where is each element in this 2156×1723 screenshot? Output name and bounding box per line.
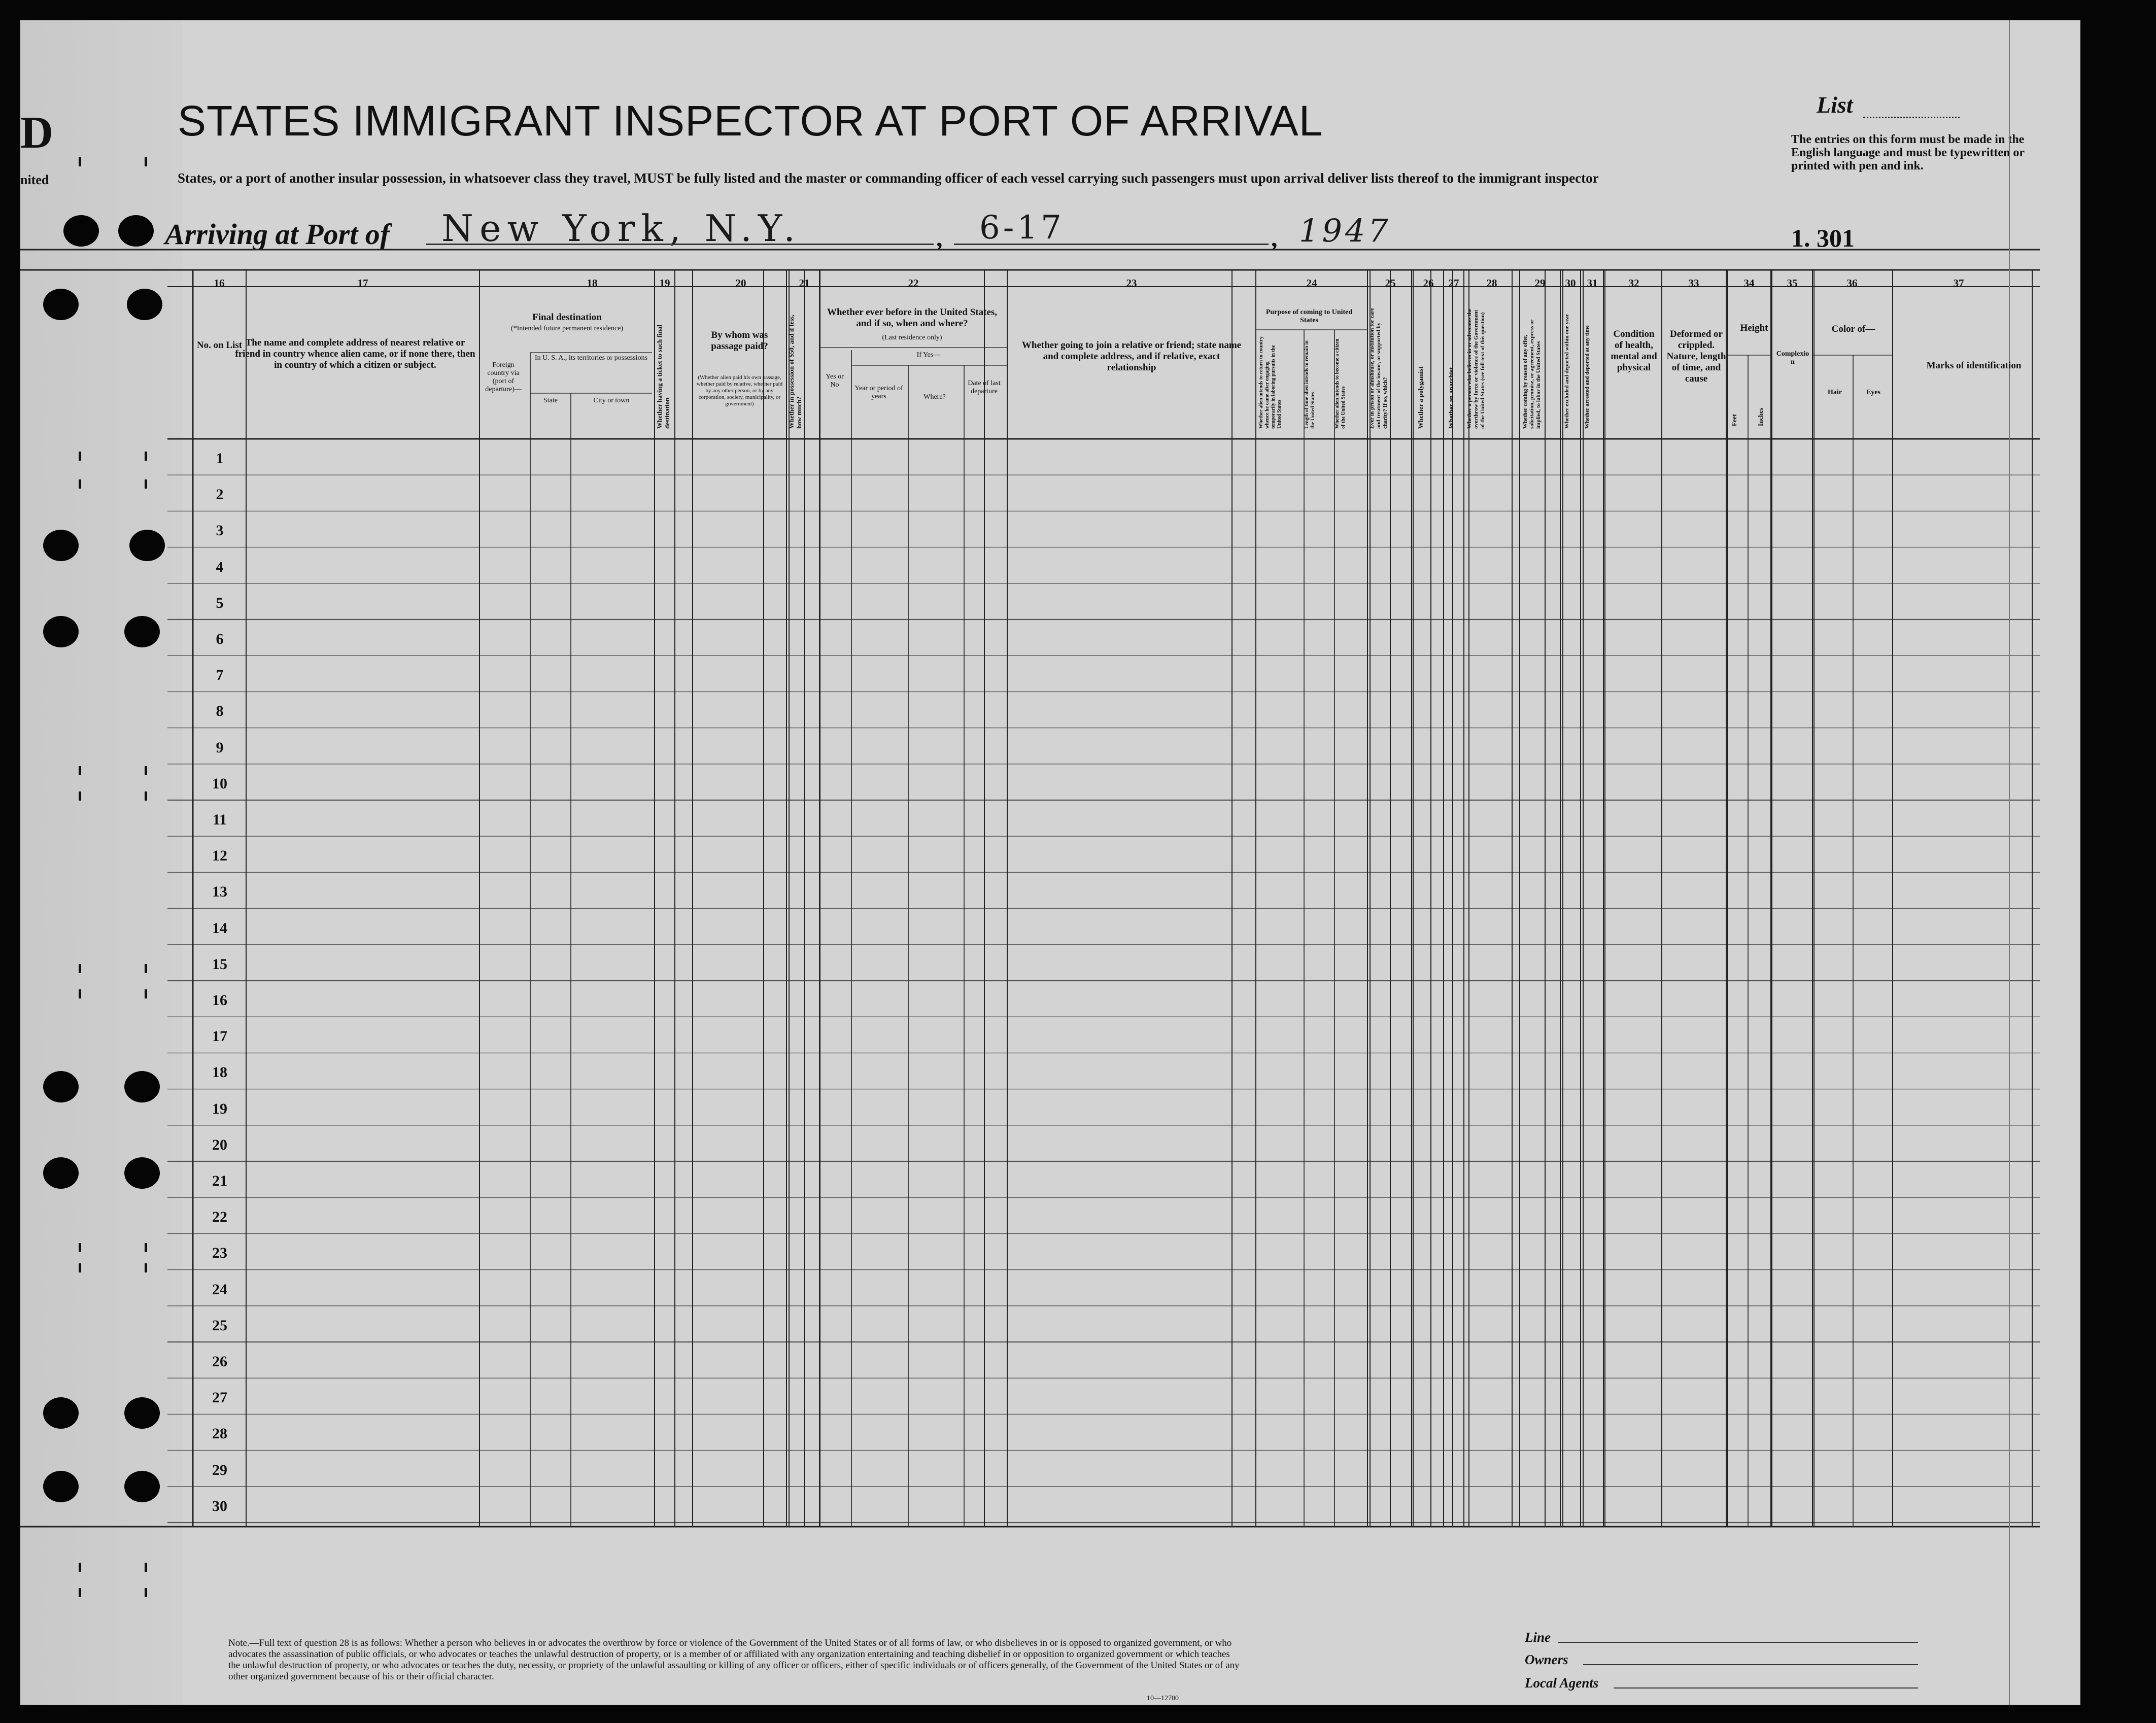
row-number: 9	[216, 739, 224, 756]
row-number: 3	[216, 522, 224, 539]
row-number: 16	[212, 992, 227, 1009]
col19-header: Whether having a ticket to such final destination	[656, 325, 671, 429]
col20-title: By whom was passage paid?	[711, 330, 768, 352]
column-number: 31	[1587, 277, 1598, 289]
punch-hole	[124, 616, 160, 647]
col34-inches: Inches	[1757, 407, 1764, 426]
row-number: 24	[212, 1281, 227, 1298]
column-number: 35	[1787, 277, 1798, 289]
punch-mark	[79, 479, 81, 489]
form-number: 10—12700	[1147, 1695, 1179, 1702]
punch-mark	[79, 1263, 81, 1272]
row-number: 12	[212, 847, 227, 865]
column-number: 23	[1126, 277, 1137, 289]
col18-usa: In U. S. A., its territories or possessions	[534, 354, 648, 362]
col23-header: Whether going to join a relative or friend; state name and complete address, and if relative, exact relationship	[1021, 340, 1242, 373]
col24-return: Whether alien intends to return to country whence he came after engaging temporarily in laboring pursuits in the United States	[1258, 336, 1282, 429]
row-number: 14	[212, 919, 227, 937]
col22-subtitle: (Last residence only)	[882, 334, 942, 341]
punch-hole	[43, 1157, 79, 1189]
col25-header: Ever in prison or almshouse, or institution for care and treatment of the insane, or supported by charity? If so, which?	[1369, 308, 1388, 429]
column-number: 25	[1385, 277, 1396, 289]
col21-header: Whether in possession of $50, and if less, how much?	[788, 315, 803, 429]
col24-citizen: Whether alien intends to become a citizen of the United States	[1334, 338, 1346, 429]
column-number: 19	[659, 277, 670, 289]
col28-header: Whether a person who believes in or advocates the overthrow by force or violence of the Government of the United States (see full text of this question)	[1466, 308, 1486, 429]
col36-eyes: Eyes	[1866, 389, 1880, 396]
col29-header: Whether coming by reason of any offer, solicitation, promise, or agreement, express or implied, to labor in the United States	[1522, 319, 1542, 429]
col27-header: Whether an anarchist	[1447, 367, 1455, 429]
col22-date: Date of last departure	[968, 380, 1001, 395]
punch-mark	[145, 1588, 147, 1597]
punch-hole	[124, 1471, 160, 1502]
row-number: 26	[212, 1353, 227, 1370]
column-number: 16	[214, 277, 225, 289]
punch-hole	[63, 215, 99, 247]
punch-mark	[145, 157, 147, 166]
column-number: 17	[357, 277, 368, 289]
column-number: 29	[1534, 277, 1546, 289]
punch-hole	[124, 1157, 160, 1189]
page-number: 1. 301	[1791, 224, 1855, 252]
list-label: List	[1817, 92, 1853, 118]
row-number: 25	[212, 1317, 227, 1334]
line-label: Line	[1525, 1630, 1551, 1645]
column-number: 22	[908, 277, 919, 289]
col18-city: City or town	[593, 397, 630, 404]
col22-where: Where?	[923, 393, 946, 401]
column-number: 28	[1486, 277, 1497, 289]
punch-mark	[79, 766, 81, 775]
column-number: 36	[1846, 277, 1858, 289]
page-title: STATES IMMIGRANT INSPECTOR AT PORT OF ARRIVAL	[178, 97, 1323, 145]
column-number: 30	[1565, 277, 1576, 289]
punch-hole	[124, 1071, 160, 1102]
col37-header: Marks of identification	[1926, 360, 2022, 371]
row-number: 23	[212, 1245, 227, 1262]
col34-title: Height	[1740, 323, 1768, 333]
punch-mark	[145, 452, 147, 461]
row-number: 1	[216, 450, 224, 467]
column-number: 20	[735, 277, 746, 289]
row-number: 18	[212, 1064, 227, 1081]
col22-year: Year or period of years	[854, 385, 903, 400]
col31-header: Whether arrested and deported at any time	[1584, 325, 1590, 429]
col18-state: State	[543, 397, 558, 404]
row-number: 28	[212, 1425, 227, 1442]
col33-header: Deformed or crippled. Nature, length of time, and cause	[1666, 329, 1726, 384]
punch-mark	[145, 791, 147, 801]
year-value: 1947	[1299, 212, 1391, 249]
row-number: 15	[212, 955, 227, 973]
col22-title: Whether ever before in the United States, and if so, when and where?	[827, 307, 998, 329]
punch-mark	[79, 964, 81, 973]
punch-mark	[145, 479, 147, 489]
row-number: 21	[212, 1173, 227, 1189]
punch-mark	[145, 766, 147, 775]
column-number: 27	[1448, 277, 1459, 289]
row-number: 8	[216, 703, 224, 720]
row-number: 6	[216, 631, 224, 647]
form-instructions: The entries on this form must be made in the English language and must be typewritten or printed with pen and ink.	[1791, 133, 2025, 173]
punch-hole	[124, 1397, 160, 1429]
left-margin-fragment: D	[20, 108, 53, 158]
row-number: 22	[212, 1209, 227, 1226]
row-number: 13	[212, 883, 227, 901]
col26-header: Whether a polygamist	[1417, 366, 1424, 429]
row-number: 27	[212, 1389, 227, 1406]
punch-mark	[79, 1588, 81, 1597]
punch-hole	[43, 616, 79, 647]
column-number: 34	[1743, 277, 1755, 289]
punch-mark	[79, 452, 81, 461]
col18-title: Final destination	[532, 312, 602, 323]
punch-hole	[43, 530, 79, 561]
punch-mark	[145, 1243, 147, 1252]
page-subtitle: States, or a port of another insular possession, in whatsoever class they travel, MUST be fully listed and the master or commanding officer of each vessel carrying such passengers must upon arrival deliver lists thereof to the immigrant inspector	[178, 170, 1599, 186]
col35-header: Complexion	[1776, 350, 1809, 366]
col32-header: Condition of health, mental and physical	[1611, 329, 1657, 373]
col18-subtitle: (*Intended future permanent residence)	[510, 325, 624, 332]
column-number: 18	[587, 277, 598, 289]
row-number: 20	[212, 1136, 227, 1153]
punch-mark	[145, 1563, 147, 1572]
punch-hole	[129, 530, 165, 561]
port-value: New York, N.Y.	[441, 207, 801, 250]
column-number: 21	[799, 277, 810, 289]
punch-mark	[79, 791, 81, 801]
punch-hole	[43, 1471, 79, 1502]
column-number: 32	[1628, 277, 1639, 289]
punch-hole	[43, 1071, 79, 1102]
col16-header: No. on List	[196, 340, 243, 351]
column-number: 37	[1953, 277, 1964, 289]
col36-title: Color of—	[1831, 324, 1875, 334]
punch-mark	[145, 1263, 147, 1272]
punch-mark	[79, 1243, 81, 1252]
punch-hole	[118, 215, 154, 247]
col22-if-yes: If Yes—	[916, 351, 941, 359]
col18-foreign: Foreign country via (port of departure)—	[485, 361, 522, 393]
local-agents-label: Local Agents	[1525, 1675, 1599, 1691]
punch-hole	[43, 1397, 79, 1429]
row-number: 2	[216, 486, 224, 503]
col20-subtitle: (Whether alien paid his own passage, whether paid by relative, whether paid by any other person, or by any corporation, society, municipality, or government)	[696, 374, 783, 407]
table-grid	[20, 20, 2080, 1705]
owners-label: Owners	[1525, 1652, 1568, 1667]
row-number: 17	[212, 1028, 227, 1045]
column-number: 33	[1688, 277, 1699, 289]
arriving-label: Arriving at Port of	[165, 218, 390, 251]
punch-mark	[145, 989, 147, 998]
punch-hole	[43, 289, 79, 320]
row-number: 30	[212, 1497, 227, 1514]
punch-mark	[79, 989, 81, 998]
col22-yes-no: Yes or No	[826, 373, 844, 389]
row-number: 10	[212, 775, 227, 792]
row-number: 11	[212, 811, 227, 828]
col34-feet: Feet	[1730, 414, 1738, 426]
col24-title: Purpose of coming to United States	[1265, 308, 1353, 324]
col24-length: Length of time alien intends to remain in the United States	[1304, 340, 1316, 429]
row-number: 19	[212, 1100, 227, 1117]
manifest-sheet: D nited STATES IMMIGRANT INSPECTOR AT PORT OF ARRIVAL States, or a port of another insular possession, in whatsoever class they travel, MUST be fully listed and the master or commanding officer of each vessel carrying such passengers must upon arrival deliver lists thereof to the immigrant inspector The entries on this form must be made in the English language and must be typewritten or printed with pen and ink. List Arriving at Port of New York, N.Y. , 6-17 , 1947 1. 301 16 17 18 19 20 21 22 23 24 25 26 27 28 29 30 31 32 33 34 35 36 37 No. on List The name and complete address of nearest relative or friend in country whence alien came, or if none there, then in country of which a citizen or subject. Final destination (*Intended future permanent residence) Foreign country via (port of departure)— In U. S. A., its territories or possessions State City or town Whether having a ticket to such final destination By whom was passage paid? (Whether alien paid his own passage, whether paid by relative, whether paid by any other person, or by any corporation, society, municipality, or government) Whether in possession of $50, and if less, how much? Whether ever before in the United States, and if so, when and where? (Last residence only) If Yes— Yes or No Year or period of years Where? Date of last departure Whether going to join a relative or friend; state name and complete address, and if relative, exact relationship Purpose of coming to United States Whether alien intends to return to country whence he came after engaging temporarily in laboring pursuits in the United States Length of time alien intends to remain in the United States Whether alien intends to become a citizen of the United States Ever in prison or almshouse, or institution for care and treatment of the insane, or supported by charity? If so, which? Whether a polygamist Whether an anarchist Whether a person who believes in or advocates the overthrow by force or violence of the Government of the United States (see full text of this question) Whether coming by reason of any offer, solicitation, promise, or agreement, express or implied, to labor in the United States Whether excluded and deported within one year Whether arrested and deported at any time Condition of health, mental and physical Deformed or crippled. Nature, length of time, and cause Height Feet Inches Complexion Color of— Hair Eyes Marks of identification 1 2 3 4 5 6 7 8 9 10 11 12 13 14 15 16 17 18 19 20 21 22 23 24 25 26 27 28 29 30 Note.—Full text of question 28 is as follows: Whether a person who believes in or advocates the overthrow by force or violence of the Government of the United States or of all forms of law, or who disbelieves in or is opposed to organized government, or who advocates the assassination of public officials, or who advocates or teaches the unlawful destruction of property, or is a member of or affiliated with any organization entertaining and teaching disbelief in or opposition to organized government or which teaches the unlawful destruction of property, or who advocates or teaches the duty, necessity, or propriety of the unlawful assaulting or killing of any officer or officers, either of specific individuals or of officers generally, of the Government of the United States or of any other organized government because of his or their official character. 10—12700 Line Owners Local Agents	[20, 20, 2080, 1705]
row-number: 5	[216, 594, 224, 611]
col36-hair: Hair	[1828, 389, 1842, 396]
punch-mark	[79, 157, 81, 166]
left-margin-fragment-small: nited	[20, 173, 49, 187]
row-number: 29	[212, 1461, 227, 1478]
punch-mark	[145, 964, 147, 973]
row-number: 4	[216, 558, 224, 575]
punch-mark	[79, 1563, 81, 1572]
date-value: 6-17	[979, 209, 1065, 247]
col17-header: The name and complete address of nearest relative or friend in country whence alien came, or if none there, then in country of which a citizen or subject.	[235, 337, 475, 370]
col30-header: Whether excluded and deported within one year	[1564, 314, 1570, 429]
punch-hole	[127, 289, 162, 320]
row-number: 7	[216, 667, 224, 684]
column-number: 26	[1423, 277, 1434, 289]
footnote-question-28: Note.—Full text of question 28 is as follows: Whether a person who believes in or advocates the overthrow by force or violence of the Government of the United States or of all forms of law, or who disbelieves in or is opposed to organized government, or who advocates the assassination of public officials, or who advocates or teaches the unlawful destruction of property, or is a member of or affiliated with any organization entertaining and teaching disbelief in or opposition to organized government or which teaches the unlawful destruction of property, or who advocates or teaches the duty, necessity, or propriety of the unlawful assaulting or killing of any officer or officers, either of specific individuals or of officers generally, of the Government of the United States or of any other organized government because of his or their official character.	[228, 1638, 1240, 1682]
column-number: 24	[1306, 277, 1317, 289]
